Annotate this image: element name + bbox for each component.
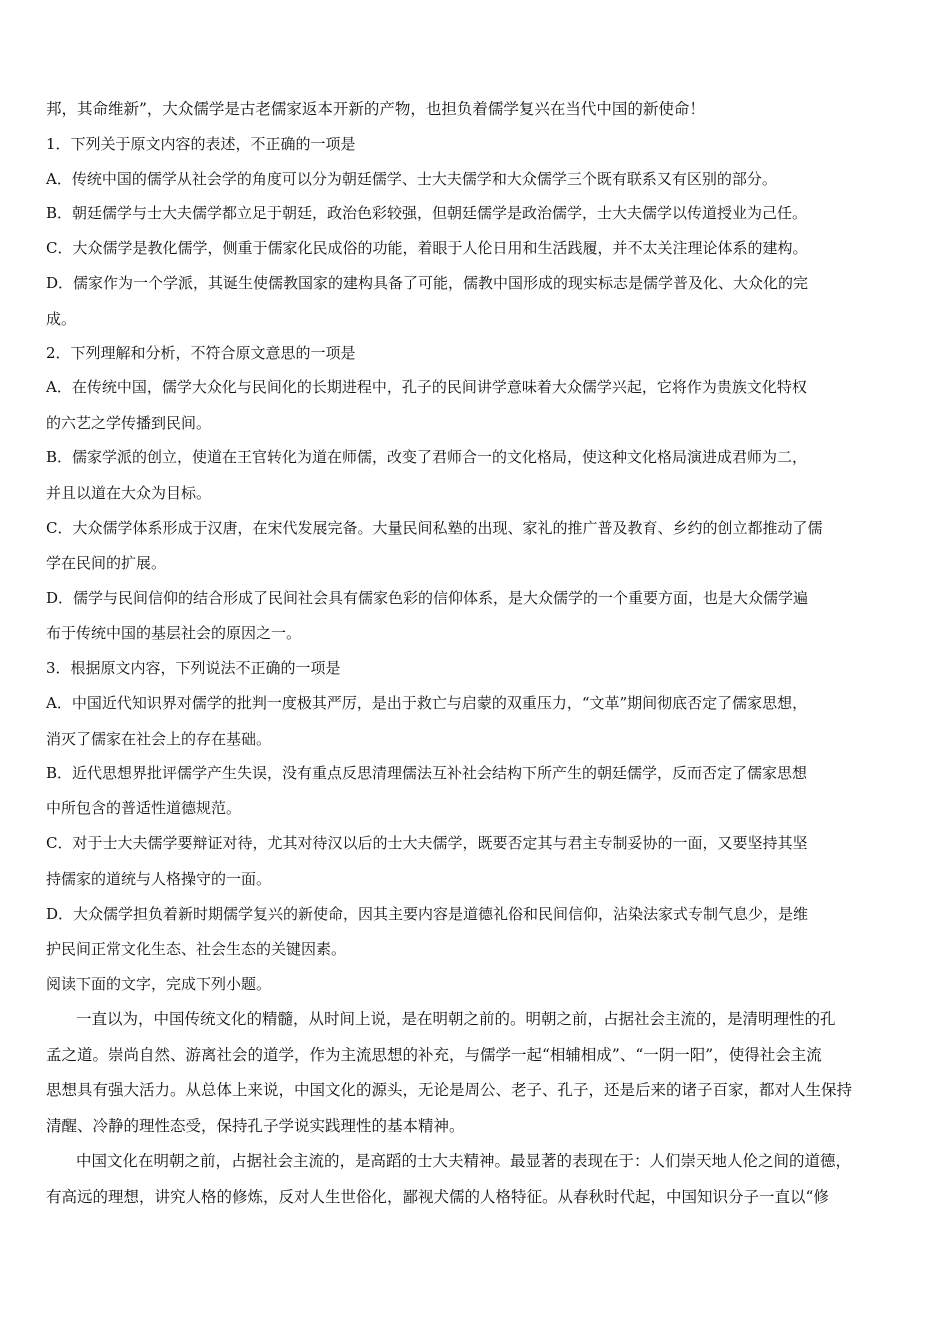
question-2-option-a-cont: 的六艺之学传播到民间。 xyxy=(46,414,212,432)
question-1-stem: 1．下列关于原文内容的表述，不正确的一项是 xyxy=(46,135,356,153)
question-3-option-d: D．大众儒学担负着新时期儒学复兴的新使命，因其主要内容是道德礼俗和民间信仰，沾染法家式专制气息少，是维 xyxy=(46,905,809,923)
question-3-option-d-cont: 护民间正常文化生态、社会生态的关键因素。 xyxy=(46,940,347,958)
passage-paragraph-1-line-1: 一直以为，中国传统文化的精髓，从时间上说，是在明朝之前的。明朝之前，占据社会主流的，是清明理性的孔 xyxy=(76,1010,836,1028)
question-3-option-b-cont: 中所包含的普适性道德规范。 xyxy=(46,799,242,817)
question-2-option-a: A．在传统中国，儒学大众化与民间化的长期进程中，孔子的民间讲学意味着大众儒学兴起，它将作为贵族文化特权 xyxy=(46,378,807,396)
question-2-option-c-cont: 学在民间的扩展。 xyxy=(46,554,167,572)
question-1-option-d: D．儒家作为一个学派，其诞生使儒教国家的建构具备了可能，儒教中国形成的现实标志是儒学普及化、大众化的完 xyxy=(46,274,809,292)
question-2-option-d: D．儒学与民间信仰的结合形成了民间社会具有儒家色彩的信仰体系，是大众儒学的一个重要方面，也是大众儒学遍 xyxy=(46,589,809,607)
question-1-option-a: A．传统中国的儒学从社会学的角度可以分为朝廷儒学、士大夫儒学和大众儒学三个既有联系又有区别的部分。 xyxy=(46,170,777,188)
text-line: 邦，其命维新”，大众儒学是古老儒家返本开新的产物，也担负着儒学复兴在当代中国的新使命！ xyxy=(46,100,705,118)
passage-paragraph-1-line-4: 清醒、冷静的理性态受，保持孔子学说实践理性的基本精神。 xyxy=(46,1117,465,1135)
question-3-option-a: A．中国近代知识界对儒学的批判一度极其严厉，是出于救亡与启蒙的双重压力，“文革”期间彻底否定了儒家思想， xyxy=(46,694,808,712)
question-2-option-b-cont: 并且以道在大众为目标。 xyxy=(46,484,212,502)
question-3-option-c-cont: 持儒家的道统与人格操守的一面。 xyxy=(46,870,272,888)
passage-paragraph-1-line-2: 孟之道。崇尚自然、游离社会的道学，作为主流思想的补充，与儒学一起“相辅相成”、“一阴一阳”，使得社会主流 xyxy=(46,1046,822,1064)
question-1-option-b: B．朝廷儒学与士大夫儒学都立足于朝廷，政治色彩较强，但朝廷儒学是政治儒学，士大夫儒学以传道授业为己任。 xyxy=(46,204,808,222)
passage-paragraph-2-line-1: 中国文化在明朝之前，占据社会主流的，是高蹈的士大夫精神。最显著的表现在于：人们崇天地人伦之间的道德， xyxy=(76,1152,852,1170)
question-3-option-a-cont: 消灭了儒家在社会上的存在基础。 xyxy=(46,730,272,748)
question-2-option-d-cont: 布于传统中国的基层社会的原因之一。 xyxy=(46,624,302,642)
question-3-option-c: C．对于士大夫儒学要辩证对待，尤其对待汉以后的士大夫儒学，既要否定其与君主专制妥协的一面，又要坚持其坚 xyxy=(46,834,808,852)
question-1-option-d-cont: 成。 xyxy=(46,310,77,328)
question-2-stem: 2．下列理解和分析，不符合原文意思的一项是 xyxy=(46,344,356,362)
question-3-stem: 3．根据原文内容，下列说法不正确的一项是 xyxy=(46,659,341,677)
passage-paragraph-1-line-3: 思想具有强大活力。从总体上来说，中国文化的源头，无论是周公、老子、孔子，还是后来的诸子百家，都对人生保持 xyxy=(46,1081,853,1099)
reading-instruction: 阅读下面的文字，完成下列小题。 xyxy=(46,975,272,993)
question-2-option-b: B．儒家学派的创立，使道在王官转化为道在师儒，改变了君师合一的文化格局，使这种文化格局演进成君师为二， xyxy=(46,448,808,466)
question-2-option-c: C．大众儒学体系形成于汉唐，在宋代发展完备。大量民间私塾的出现、家礼的推广普及教育、乡约的创立都推动了儒 xyxy=(46,519,823,537)
passage-paragraph-2-line-2: 有高远的理想，讲究人格的修炼，反对人生世俗化，鄙视犬儒的人格特征。从春秋时代起，中国知识分子一直以“修 xyxy=(46,1188,829,1206)
question-3-option-b: B．近代思想界批评儒学产生失误，没有重点反思清理儒法互补社会结构下所产生的朝廷儒学，反而否定了儒家思想 xyxy=(46,764,808,782)
question-1-option-c: C．大众儒学是教化儒学，侧重于儒家化民成俗的功能，着眼于人伦日用和生活践履，并不太关注理论体系的建构。 xyxy=(46,239,808,257)
